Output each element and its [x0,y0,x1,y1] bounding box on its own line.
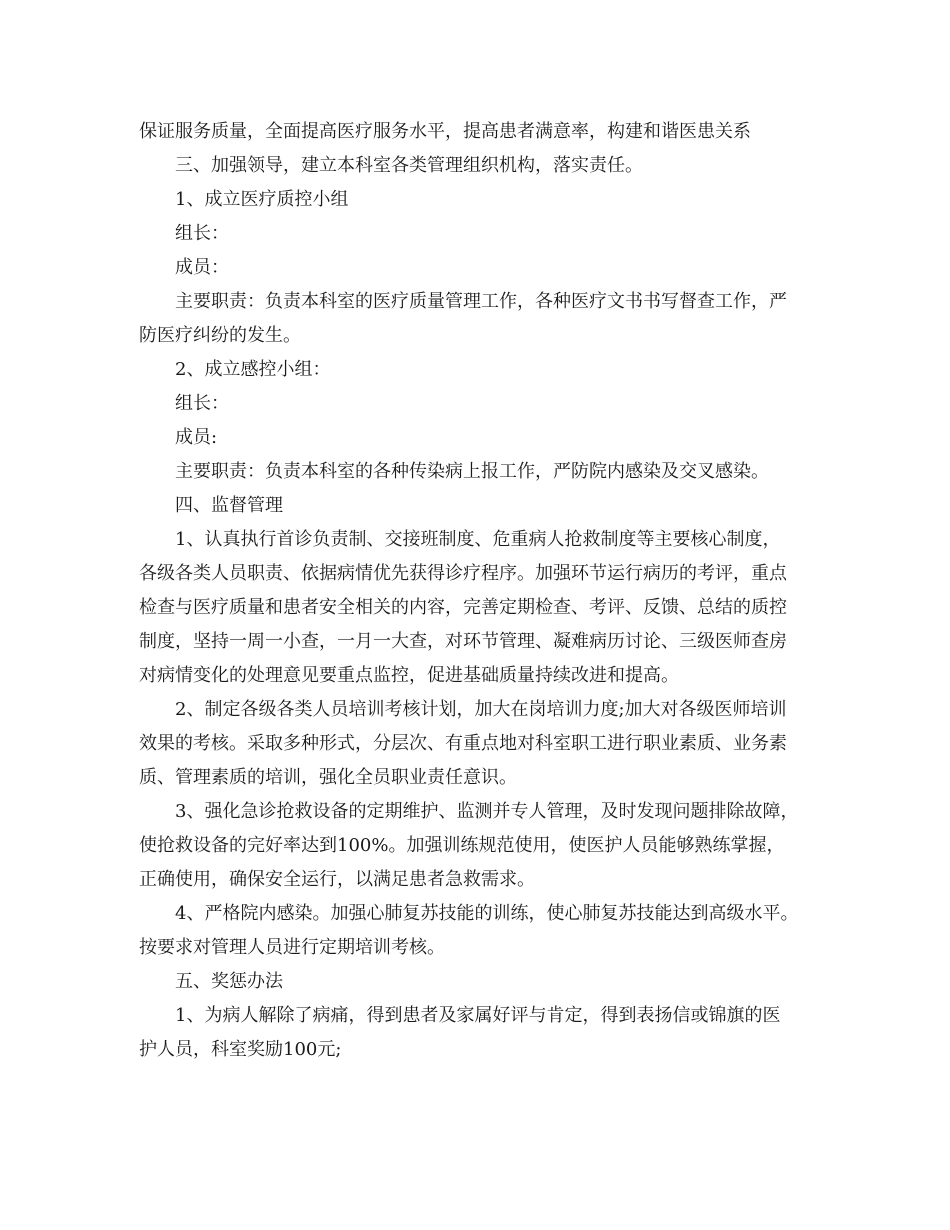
text-line: 4、严格院内感染。加强心肺复苏技能的训练，使心肺复苏技能达到高级水平。 [175,903,799,924]
text-line: 护人员，科室奖励100元; [139,1039,342,1060]
text-line: 2、成立感控小组： [175,359,331,380]
text-line: 检查与医疗质量和患者安全相关的内容，完善定期检查、考评、反馈、总结的质控 [139,597,787,618]
text-line: 防医疗纠纷的发生。 [139,325,301,346]
text-line: 保证服务质量，全面提高医疗服务水平，提高患者满意率，构建和谐医患关系 [139,121,751,142]
text-line: 效果的考核。采取多种形式，分层次、有重点地对科室职工进行职业素质、业务素 [139,733,787,754]
text-line: 主要职责：负责本科室的各种传染病上报工作，严防院内感染及交叉感染。 [175,461,769,482]
text-line: 1、成立医疗质控小组 [175,189,349,210]
text-line: 各级各类人员职责、依据病情优先获得诊疗程序。加强环节运行病历的考评，重点 [139,563,787,584]
text-line: 使抢救设备的完好率达到100%。加强训练规范使用，使医护人员能够熟练掌握， [139,835,785,856]
text-line: 按要求对管理人员进行定期培训考核。 [139,937,445,958]
text-line: 对病情变化的处理意见要重点监控，促进基础质量持续改进和提高。 [139,665,679,686]
text-line: 1、认真执行首诊负责制、交接班制度、危重病人抢救制度等主要核心制度， [175,529,781,550]
text-line: 组长： [175,223,229,244]
section-heading: 三、加强领导，建立本科室各类管理组织机构，落实责任。 [175,155,643,176]
text-line: 主要职责：负责本科室的医疗质量管理工作，各种医疗文书书写督查工作，严 [175,291,787,312]
text-line: 组长： [175,393,229,414]
text-line: 正确使用，确保安全运行，以满足患者急救需求。 [139,869,535,890]
text-line: 制度，坚持一周一小查，一月一大查，对环节管理、凝难病历讨论、三级医师查房 [139,631,787,652]
text-line: 1、为病人解除了病痛，得到患者及家属好评与肯定，得到表扬信或锦旗的医 [175,1005,781,1026]
text-line: 成员： [175,257,229,278]
text-line: 质、管理素质的培训，强化全员职业责任意识。 [139,767,517,788]
section-heading: 五、奖惩办法 [175,971,283,992]
text-line: 成员: [175,427,218,448]
section-heading: 四、监督管理 [175,495,283,516]
text-line: 3、强化急诊抢救设备的定期维护、监测并专人管理，及时发现问题排除故障， [175,801,799,822]
text-line: 2、制定各级各类人员培训考核计划，加大在岗培训力度;加大对各级医师培训 [175,699,787,720]
